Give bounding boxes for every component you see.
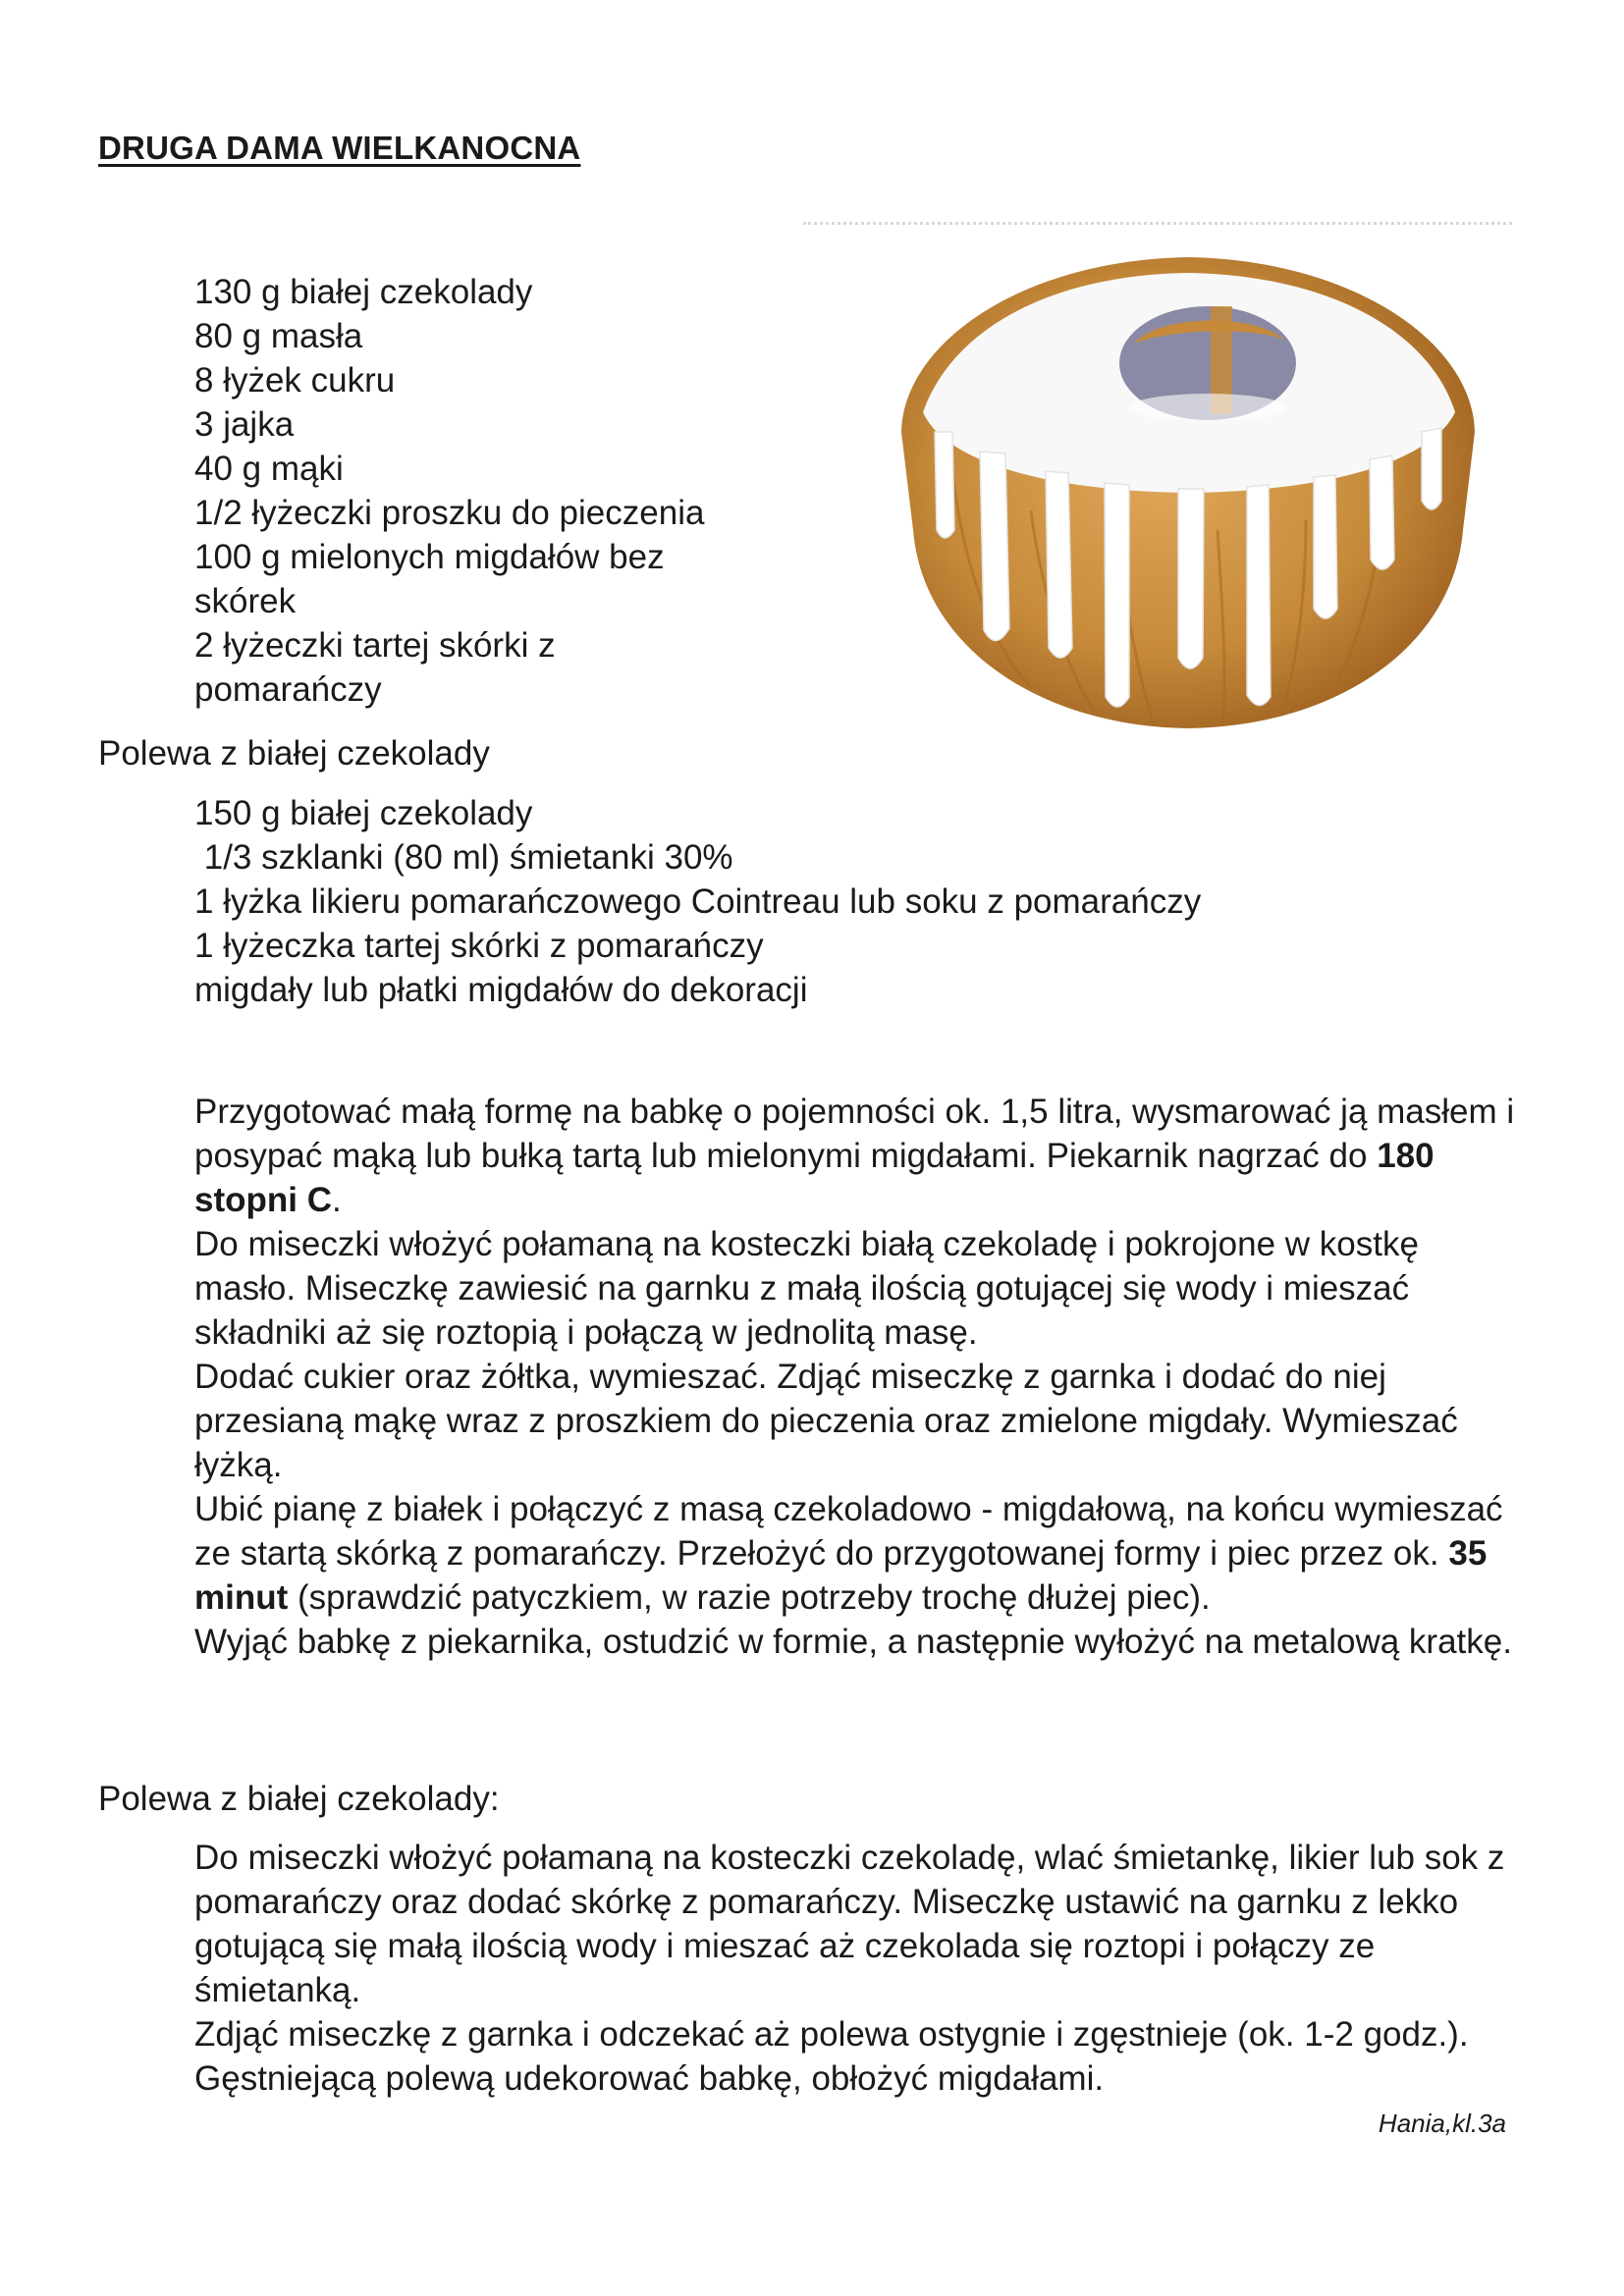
glaze-method-text — [194, 1836, 1515, 2101]
method-text — [194, 1090, 1515, 1664]
ingredient: 2 łyżeczki tartej skórki z pomarańczy — [194, 626, 556, 709]
baking-time: 35 minut — [194, 1534, 1488, 1617]
author-signature: Hania,kl.3a — [1378, 2109, 1506, 2138]
step-text: . — [331, 1181, 342, 1219]
ingredient: 130 g białej czekolady — [194, 273, 533, 311]
glaze-step: Zdjąć miseczkę z garnka i odczekać aż polewa ostygnie i zgęstnieje (ok. 1-2 godz.). Gęstniejącą polewą udekorować babkę, obłożyć migdałami. — [194, 2015, 1469, 2098]
ingredient: 1/2 łyżeczki proszku do pieczenia — [194, 494, 705, 532]
glaze-ingredient: 150 g białej czekolady — [194, 794, 533, 832]
recipe-title: DRUGA DAMA WIELKANOCNA — [98, 130, 581, 166]
glaze-ingredients-list — [194, 791, 1201, 1012]
glaze-ingredient: 1/3 szklanki (80 ml) śmietanki 30% — [194, 838, 733, 877]
step-text: Ubić pianę z białek i połączyć z masą czekoladowo - migdałową, na końcu wymieszać ze startą skórką z pomarańczy. Przełożyć do przygotowanej formy i piec przez ok. — [194, 1490, 1503, 1573]
glaze-ingredient: 1 łyżeczka tartej skórki z pomarańczy — [194, 927, 764, 965]
method-step — [194, 1487, 1515, 1620]
ingredient: 40 g mąki — [194, 450, 344, 488]
bundt-cake-image — [884, 236, 1492, 746]
ingredient: 80 g masła — [194, 317, 363, 355]
glaze-ingredient: migdały lub płatki migdałów do dekoracji — [194, 971, 808, 1009]
dotted-divider — [803, 222, 1512, 225]
method-step: Wyjąć babkę z piekarnika, ostudzić w formie, a następnie wyłożyć na metalową kratkę. — [194, 1623, 1512, 1661]
glaze-ingredient: 1 łyżka likieru pomarańczowego Cointreau lub soku z pomarańczy — [194, 882, 1202, 921]
ingredient: 100 g mielonych migdałów bez skórek — [194, 538, 665, 620]
method-step — [194, 1090, 1515, 1222]
oven-temperature: 180 stopni C — [194, 1137, 1435, 1219]
glaze-step: Do miseczki włożyć połamaną na kosteczki czekoladę, wlać śmietankę, likier lub sok z pomarańczy oraz dodać skórkę z pomarańczy. Miseczkę ustawić na garnku z lekko gotującą się małą ilością wody i mieszać aż czekolada się roztopi i połączy ze śmietanką. — [194, 1839, 1505, 2009]
ingredient: 8 łyżek cukru — [194, 361, 396, 400]
step-text: (sprawdzić patyczkiem, w razie potrzeby trochę dłużej piec). — [288, 1578, 1211, 1617]
ingredients-list — [194, 270, 793, 712]
ingredient: 3 jajka — [194, 405, 295, 444]
glaze-heading: Polewa z białej czekolady — [98, 734, 490, 773]
step-text: Przygotować małą formę na babkę o pojemności ok. 1,5 litra, wysmarować ją masłem i posypać mąką lub bułką tartą lub mielonymi migdałami. Piekarnik nagrzać do — [194, 1093, 1515, 1175]
glaze-method-heading: Polewa z białej czekolady: — [98, 1780, 500, 1818]
method-step: Dodać cukier oraz żółtka, wymieszać. Zdjąć miseczkę z garnka i dodać do niej przesianą mąkę wraz z proszkiem do pieczenia oraz zmielone migdały. Wymieszać łyżką. — [194, 1358, 1458, 1484]
method-step: Do miseczki włożyć połamaną na kosteczki białą czekoladę i pokrojone w kostkę masło. Miseczkę zawiesić na garnku z małą ilością gotującej się wody i mieszać składniki aż się roztopią i połączą w jednolitą masę. — [194, 1225, 1419, 1352]
